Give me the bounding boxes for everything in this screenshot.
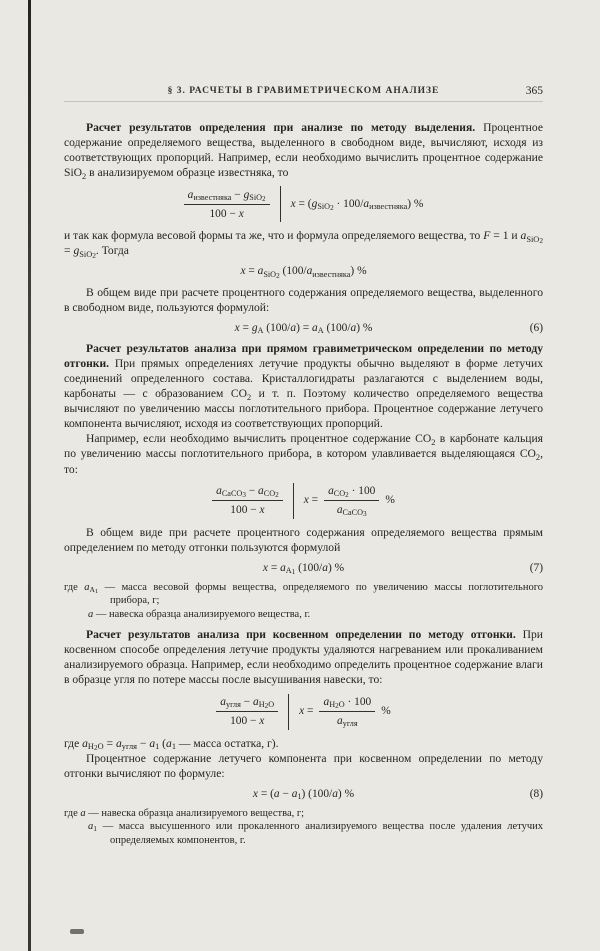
paragraph-text: При косвенном способе определения летучие продукты удаляются нагреванием или прокаливанием анализируемого образца. Например, если необходимо определить процентное содержание влаги в образце угля по потере массы после высушивания навески, то: <box>64 628 543 687</box>
fraction <box>324 483 379 519</box>
legend-line: где a — навеска образца анализируемого вещества, г; <box>64 807 305 819</box>
formula-expression: $x = g_A$ $(100/a) = a_A$ (100/a) % <box>234 321 373 336</box>
section-title: § 3. РАСЧЕТЫ В ГРАВИМЕТРИЧЕСКОМ АНАЛИЗЕ <box>167 86 440 96</box>
proportion-divider-bar <box>293 483 294 519</box>
paragraph-general-isolation <box>64 285 543 315</box>
proportion-divider-bar <box>288 694 289 730</box>
proportion-divider-bar <box>280 186 281 222</box>
page-number: 365 <box>525 85 543 97</box>
paragraph-general-direct <box>64 525 543 555</box>
paragraph-co2-example <box>64 431 543 476</box>
fraction-denominator: $a_{CaCO_3}$ <box>336 504 367 519</box>
formula-7 <box>64 561 543 575</box>
fraction <box>212 483 283 519</box>
paragraph-indirect-distillation <box>64 627 543 687</box>
formula-rhs-lead: x = <box>299 705 314 718</box>
paragraph-direct-distillation <box>64 341 543 431</box>
equation-number: (8) <box>529 787 543 800</box>
formula-expression: $x = (a - a_1)$ (100/a) % <box>252 787 355 801</box>
paragraph-text: В общем виде при расчете процентного содержания определяемого вещества прямым определением по методу отгонки пользуются формулой <box>64 525 543 554</box>
paragraph-text: где $a_{H_2O} = a_{угля} - a_1$ ($a_1$ — масса остатка, г). <box>64 736 279 752</box>
fraction-numerator: $a_{CO_2} \cdot 100$ <box>324 483 379 501</box>
fraction <box>216 694 278 730</box>
page-content <box>64 117 543 853</box>
paragraph-lead: Расчет результатов определения при анализе по методу выделения. <box>86 121 476 134</box>
formula-sio2-proportion <box>64 186 543 222</box>
scan-smudge <box>70 929 84 934</box>
paragraph-lead: Расчет результатов анализа при косвенном определении по методу отгонки. <box>86 628 516 642</box>
formula-rhs-tail: % <box>381 705 391 718</box>
paragraph-method-isolation <box>64 120 543 180</box>
formula-rhs-tail: % <box>385 494 395 507</box>
paragraph-general-indirect <box>64 751 543 781</box>
fraction-numerator: $a_{H_2O} \cdot 100$ <box>319 694 375 712</box>
formula-8-legend <box>64 807 543 847</box>
paragraph-text: Например, если необходимо вычислить процентное содержание $CO_2$ в карбонате кальция по увеличению массы поглотительного прибора, в котором улавливается выделяющаяся $CO_2$, то: <box>64 432 543 476</box>
fraction-numerator: $a_{угля} - a_{H_2O}$ <box>216 694 278 712</box>
fraction-numerator: $a_{известняка} - g_{SiO_2}$ <box>184 187 270 205</box>
fraction <box>319 694 375 730</box>
formula-6 <box>64 321 543 335</box>
formula-7-legend <box>64 581 543 621</box>
legend-line: a — навеска образца анализируемого вещества, г. <box>88 608 311 620</box>
formula-expression: $x = a_{SiO_2}$ $(100/a_{известняка})$ % <box>240 265 367 280</box>
fraction-denominator: 100 − x <box>230 504 265 517</box>
fraction-numerator: $a_{CaCO_3} - a_{CO_2}$ <box>212 483 283 501</box>
formula-rhs: $x = (g_{SiO_2} \cdot 100/a_{известняка})$ % <box>290 198 424 213</box>
fraction-denominator: 100 − x <box>209 207 244 220</box>
fraction-denominator: $a_{угля}$ <box>337 715 358 729</box>
equation-number: (6) <box>529 321 543 334</box>
formula-expression: $x = a_{A_1}$ (100/a) % <box>262 561 345 576</box>
formula-rhs-lead: x = <box>303 494 319 507</box>
paragraph-lead: Расчет результатов анализа при прямом гравиметрическом определении по методу отгонки. <box>64 342 543 371</box>
paragraph-text: и так как формула весовой формы та же, что и формула определяемого вещества, то F = 1 и $a_{SiO_2} = g_{SiO_2}$. Тогда <box>64 229 543 260</box>
legend-line: $a_1$ — масса высушенного или прокаленного анализируемого вещества после удаления летучих определяемых компонентов, г. <box>88 821 543 846</box>
paragraph-f-equals-one <box>64 228 543 258</box>
paragraph-text: В общем виде при расчете процентного содержания определяемого вещества, выделенного в свободном виде, пользуются формулой: <box>64 285 543 314</box>
paragraph-text: При прямых определениях летучие продукты обычно выделяют в форме летучих соединений определенного состава. Кристаллогидраты разлагаются с выделением воды, карбонаты — с образованием $CO_2$ и т. п. Поэтому количество определяемого вещества вычисляют по увеличению массы поглотительного прибора. Процентное содержание летучего компонента вычисляют, исходя из соответствующих пропорций. <box>64 357 544 431</box>
formula-8 <box>64 787 543 801</box>
page-gutter-shadow <box>28 0 31 951</box>
paragraph-h2o-definition <box>64 736 543 751</box>
formula-co2-caco3 <box>64 483 543 519</box>
formula-sio2-result <box>64 264 543 278</box>
fraction-denominator: 100 − x <box>230 715 265 727</box>
paragraph-text: Процентное содержание определяемого вещества, выделенного в свободном виде, вычисляют, исходя из соответствующих пропорций. Например, если необходимо вычислить процентное содержание SiO$_2$ в анализируемом образце известняка, то <box>64 121 543 181</box>
legend-line: где $a_{A_1}$ — масса весовой формы вещества, определяемого по увеличению массы поглотительного прибора, г; <box>64 581 543 607</box>
equation-number: (7) <box>529 561 543 574</box>
formula-coal-moisture <box>64 694 543 730</box>
fraction <box>184 187 270 223</box>
paragraph-text: Процентное содержание летучего компонента при косвенном определении по методу отгонки вычисляют по формуле: <box>64 751 543 780</box>
running-head <box>64 86 543 102</box>
